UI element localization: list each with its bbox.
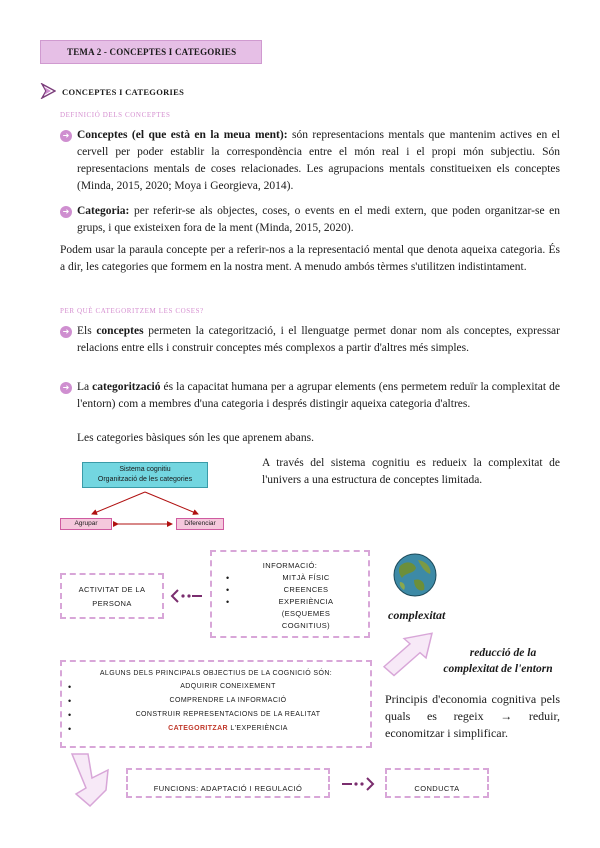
arrow-up-right-icon [380,628,440,678]
globe-icon [392,552,438,598]
diagram-sistema-cognitiu [82,462,208,488]
box-informacio [210,550,370,638]
list-item: COGNITIUS) [281,621,331,630]
diagram-diferenciar: Diferenciar [176,518,224,530]
list-item: • MITJÀ FÍSIC [254,572,358,584]
reduccio-line1: reducció de la [469,647,537,659]
informacio-list [254,572,358,632]
paragraph-els-conceptes [77,323,560,357]
diagram-agrupar: Agrupar [60,518,112,530]
paragraph-categoritzacio [77,379,560,413]
highlight-categoritzar: CATEGORITZAR [168,725,229,732]
text-la: La [77,381,93,393]
paragraph-conceptes [77,127,560,195]
section-title: CONCEPTES I CATEGORIES [62,87,185,97]
box-activitat-persona [60,573,164,619]
bullet-arrow-icon: ➜ [60,326,72,338]
objectius-title: ALGUNS DELS PRINCIPALS OBJECTIUS DE LA COGNICIÓ SÓN: [99,670,333,677]
reduccio-line2: complexitat de l'entorn [443,663,553,675]
funcions-label: FUNCIONS: ADAPTACIÓ I REGULACIÓ [153,784,303,793]
bullet-arrow-icon: ➜ [60,382,72,394]
activitat-line2: PERSONA [92,599,132,608]
informacio-title: INFORMACIÓ: [262,561,318,570]
diagram-arrows [60,488,240,538]
diagram-box-line2: Organització de les categories [97,476,193,483]
arrow-down-right-icon [68,750,128,810]
text-els: Els [77,325,97,337]
list-item: • COMPRENDRE LA INFORMACIÓ [96,694,360,708]
bullet-arrow-icon: ➜ [60,130,72,142]
diagram-box-line1: Sistema cognitiu [119,466,171,473]
paragraph-categories-basiques: Les categories bàsiques són les que aprenem abans. [77,432,314,444]
list-item: • ADQUIRIR CONEIXEMENT [96,680,360,694]
subtitle-definicio: DEFINICIÓ DELS CONCEPTES [60,111,171,119]
paragraph-categoria [77,203,560,237]
topic-banner [40,40,262,64]
list-item [96,722,360,736]
text-permeten: permeten la categorització, i el llenguatge permet donar nom als conceptes, expressar relacions entre ells i construir conceptes més complexos a partir d'altres més simples. [77,325,560,354]
label-complexitat: complexitat [388,608,446,622]
subtitle-per-que: PER QUÈ CATEGORITZEM LES COSES? [60,307,204,315]
box-funcions [126,768,330,798]
list-item: • CREENCES [254,584,358,596]
diagram-explanation: A través del sistema cognitiu es redueix la complexitat de l'univers a una estructura de conceptes limitada. [262,457,560,486]
list-item: • EXPERIÈNCIA (ESQUEMES [254,596,358,620]
arrow-right-icon [340,776,376,792]
label-reduccio [443,645,560,677]
topic-title: TEMA 2 - CONCEPTES I CATEGORIES [67,47,237,57]
conducta-label: CONDUCTA [414,784,460,793]
paragraph-principis: Principis d'economia cognitiva pels quals es regeix → reduir, economitzar i simplificar. [385,692,560,740]
text-conceptes: són representacions mentals que mantenim actives en el cervell per poder establir la correspondència entre el món real i el propi món subjectiu. Són representacions mentals de coses relacionades. Les agrupacions mentals constitueixen els conceptes (Minda, 2015, 2020; Moya i Georgieva, 2014). [77,129,560,192]
arrow-left-icon [168,588,204,604]
term-conceptes: Conceptes (el que està en la meua ment): [77,129,288,141]
section-arrow-icon [40,83,56,99]
text-categoria: per referir-se als objectes, coses, o events en el medi extern, que poden organitzar-se en grups, i que existeixen fora de la ment (Minda, 2015, 2020). [77,205,560,234]
text-capacitat: és la capacitat humana per a agrupar elements (ens permetem reduïr la complexitat de l'entorn) com a membres d'una categoria i després distingir aqueixa categoria d'altres. [77,381,560,410]
text-experiencia: L'EXPERIÈNCIA [228,725,288,732]
term-categoria: Categoria: [77,205,130,217]
term-conceptes-2: conceptes [96,325,144,337]
box-objectius [60,660,372,748]
activitat-line1: ACTIVITAT DE LA [78,585,146,594]
objectius-list [96,680,360,736]
box-conducta [385,768,489,798]
list-item: • CONSTRUIR REPRESENTACIONS DE LA REALITAT [96,708,360,722]
bullet-arrow-icon: ➜ [60,206,72,218]
term-categoritzacio: categorització [92,381,161,393]
paragraph-paraula-concepte: Podem usar la paraula concepte per a referir-nos a la representació mental que denota aqueixa categoria. És a dir, les categories que formem en la nostra ment. A menudo ambós tèrmes s'utilitzen indistintament. [60,244,560,273]
